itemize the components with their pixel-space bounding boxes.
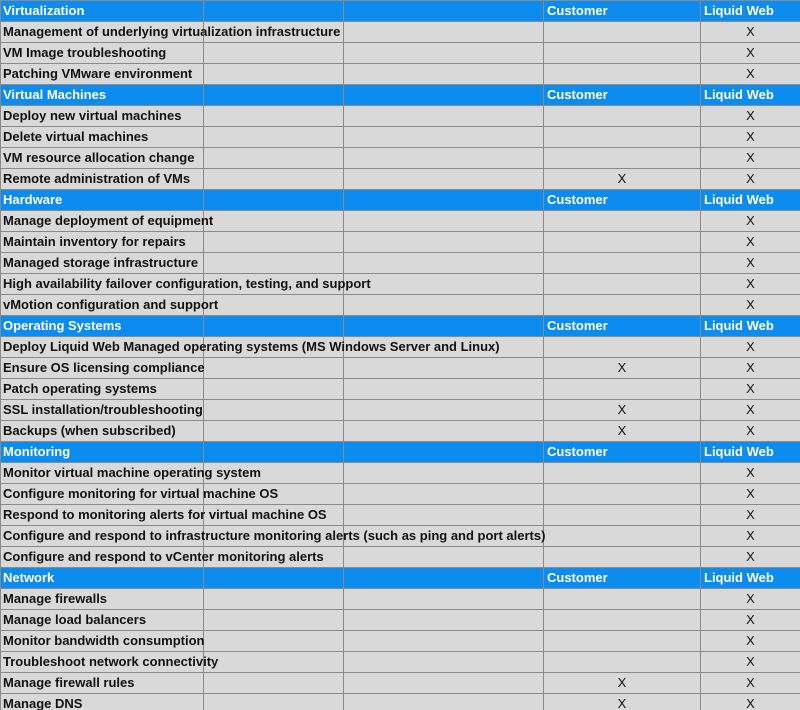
liquid-web-responsibility-mark: X: [701, 232, 800, 253]
task-label: Monitor bandwidth consumption: [3, 633, 205, 648]
table-row: [1, 106, 800, 127]
section-header-spacer: [204, 190, 344, 211]
customer-responsibility-mark: [544, 463, 701, 484]
section-header-spacer: [344, 190, 544, 211]
empty-cell: [344, 610, 544, 631]
task-cell: [1, 652, 219, 673]
task-cell: [1, 253, 204, 274]
task-label: Troubleshoot network connectivity: [3, 654, 219, 669]
table-row: [1, 694, 800, 710]
section-header-spacer: [204, 442, 344, 463]
liquid-web-responsibility-mark: X: [701, 274, 800, 295]
customer-column-label: Customer: [544, 568, 701, 589]
task-label: Managed storage infrastructure: [3, 255, 199, 270]
task-cell: [1, 22, 341, 43]
empty-cell: [344, 463, 544, 484]
customer-column-label: Customer: [544, 190, 701, 211]
section-title: Monitoring: [1, 442, 204, 463]
task-cell: [1, 484, 279, 505]
empty-cell: [344, 589, 544, 610]
customer-responsibility-mark: [544, 148, 701, 169]
task-label: Configure and respond to infrastructure monitoring alerts (such as ping and port alerts): [3, 528, 546, 543]
section-header-spacer: [204, 1, 344, 22]
liquid-web-responsibility-mark: X: [701, 169, 800, 190]
task-label: Deploy new virtual machines: [3, 108, 182, 123]
section-header-row: [1, 568, 800, 589]
liquid-web-responsibility-mark: X: [701, 64, 800, 85]
empty-cell: [344, 400, 544, 421]
customer-responsibility-mark: [544, 211, 701, 232]
customer-column-label: Customer: [544, 442, 701, 463]
customer-responsibility-mark: X: [544, 673, 701, 694]
empty-cell: [204, 421, 344, 442]
task-cell: [1, 526, 546, 547]
customer-column-label: Customer: [544, 1, 701, 22]
liquid-web-responsibility-mark: X: [701, 589, 800, 610]
empty-cell: [204, 694, 344, 710]
empty-cell: [344, 43, 544, 64]
empty-cell: [344, 22, 544, 43]
customer-responsibility-mark: X: [544, 400, 701, 421]
table-row: [1, 505, 800, 526]
empty-cell: [344, 484, 544, 505]
section-header-spacer: [204, 85, 344, 106]
customer-responsibility-mark: [544, 127, 701, 148]
liquid-web-responsibility-mark: X: [701, 547, 800, 568]
customer-responsibility-mark: [544, 253, 701, 274]
empty-cell: [344, 505, 544, 526]
empty-cell: [344, 631, 544, 652]
task-label: Ensure OS licensing compliance: [3, 360, 205, 375]
liquid-web-responsibility-mark: X: [701, 463, 800, 484]
empty-cell: [204, 589, 344, 610]
table-row: [1, 43, 800, 64]
section-header-row: [1, 316, 800, 337]
task-label: Manage firewall rules: [3, 675, 135, 690]
empty-cell: [204, 379, 344, 400]
empty-cell: [204, 148, 344, 169]
task-label: Respond to monitoring alerts for virtual machine OS: [3, 507, 327, 522]
section-header-spacer: [204, 568, 344, 589]
table-row: [1, 463, 800, 484]
task-label: Configure monitoring for virtual machine OS: [3, 486, 279, 501]
empty-cell: [344, 547, 544, 568]
section-title: Virtual Machines: [1, 85, 204, 106]
table-row: [1, 400, 800, 421]
task-label: VM Image troubleshooting: [3, 45, 167, 60]
table-row: [1, 421, 800, 442]
table-row: [1, 148, 800, 169]
empty-cell: [204, 652, 344, 673]
table-row: [1, 22, 800, 43]
customer-responsibility-mark: [544, 337, 701, 358]
liquid-web-responsibility-mark: X: [701, 610, 800, 631]
customer-responsibility-mark: [544, 547, 701, 568]
customer-responsibility-mark: X: [544, 358, 701, 379]
task-cell: [1, 631, 204, 652]
table-row: [1, 169, 800, 190]
empty-cell: [204, 610, 344, 631]
section-title: Network: [1, 568, 204, 589]
empty-cell: [344, 274, 544, 295]
task-cell: [1, 673, 204, 694]
liquid-web-responsibility-mark: X: [701, 505, 800, 526]
empty-cell: [204, 64, 344, 85]
customer-responsibility-mark: X: [544, 694, 701, 710]
table-row: [1, 337, 800, 358]
liquid-web-responsibility-mark: X: [701, 694, 800, 710]
customer-responsibility-mark: [544, 589, 701, 610]
task-label: Manage DNS: [3, 696, 83, 710]
task-label: Manage load balancers: [3, 612, 147, 627]
section-header-row: [1, 190, 800, 211]
customer-responsibility-mark: [544, 526, 701, 547]
task-cell: [1, 148, 204, 169]
customer-responsibility-mark: [544, 631, 701, 652]
table-row: [1, 610, 800, 631]
table-row: [1, 64, 800, 85]
task-cell: [1, 127, 204, 148]
task-label: High availability failover configuration, testing, and support: [3, 276, 371, 291]
empty-cell: [344, 295, 544, 316]
task-label: VM resource allocation change: [3, 150, 195, 165]
task-cell: [1, 421, 204, 442]
table-row: [1, 358, 800, 379]
table-row: [1, 484, 800, 505]
liquid-web-column-label: Liquid Web: [701, 85, 800, 106]
liquid-web-responsibility-mark: X: [701, 484, 800, 505]
liquid-web-column-label: Liquid Web: [701, 568, 800, 589]
table-row: [1, 589, 800, 610]
empty-cell: [204, 232, 344, 253]
liquid-web-responsibility-mark: X: [701, 127, 800, 148]
liquid-web-responsibility-mark: X: [701, 337, 800, 358]
customer-responsibility-mark: [544, 484, 701, 505]
task-label: Manage firewalls: [3, 591, 108, 606]
liquid-web-column-label: Liquid Web: [701, 1, 800, 22]
liquid-web-column-label: Liquid Web: [701, 190, 800, 211]
task-label: Monitor virtual machine operating system: [3, 465, 261, 480]
customer-responsibility-mark: [544, 610, 701, 631]
section-header-spacer: [344, 85, 544, 106]
table-row: [1, 274, 800, 295]
customer-responsibility-mark: [544, 274, 701, 295]
customer-responsibility-mark: [544, 379, 701, 400]
section-title: Operating Systems: [1, 316, 204, 337]
section-header-spacer: [344, 442, 544, 463]
empty-cell: [204, 631, 344, 652]
empty-cell: [344, 358, 544, 379]
task-cell: [1, 337, 500, 358]
liquid-web-responsibility-mark: X: [701, 652, 800, 673]
empty-cell: [344, 211, 544, 232]
task-cell: [1, 169, 204, 190]
customer-column-label: Customer: [544, 316, 701, 337]
liquid-web-responsibility-mark: X: [701, 358, 800, 379]
section-title: Virtualization: [1, 1, 204, 22]
empty-cell: [344, 694, 544, 710]
table-row: [1, 232, 800, 253]
customer-responsibility-mark: [544, 22, 701, 43]
table-row: [1, 547, 800, 568]
empty-cell: [204, 169, 344, 190]
customer-column-label: Customer: [544, 85, 701, 106]
task-label: SSL installation/troubleshooting: [3, 402, 203, 417]
section-header-row: [1, 1, 800, 22]
task-label: Configure and respond to vCenter monitoring alerts: [3, 549, 324, 564]
task-label: Delete virtual machines: [3, 129, 149, 144]
liquid-web-responsibility-mark: X: [701, 400, 800, 421]
liquid-web-responsibility-mark: X: [701, 421, 800, 442]
responsibility-matrix-body: [1, 1, 800, 710]
empty-cell: [344, 421, 544, 442]
table-row: [1, 211, 800, 232]
empty-cell: [344, 673, 544, 694]
task-cell: [1, 43, 204, 64]
task-cell: [1, 694, 204, 710]
section-header-spacer: [344, 316, 544, 337]
empty-cell: [204, 253, 344, 274]
customer-responsibility-mark: [544, 106, 701, 127]
liquid-web-responsibility-mark: X: [701, 253, 800, 274]
customer-responsibility-mark: [544, 232, 701, 253]
task-label: Backups (when subscribed): [3, 423, 176, 438]
empty-cell: [344, 127, 544, 148]
liquid-web-responsibility-mark: X: [701, 106, 800, 127]
task-cell: [1, 211, 214, 232]
section-header-spacer: [344, 1, 544, 22]
table-row: [1, 652, 800, 673]
table-row: [1, 526, 800, 547]
task-cell: [1, 232, 204, 253]
liquid-web-responsibility-mark: X: [701, 148, 800, 169]
task-cell: [1, 274, 371, 295]
section-title: Hardware: [1, 190, 204, 211]
customer-responsibility-mark: X: [544, 421, 701, 442]
customer-responsibility-mark: [544, 652, 701, 673]
task-cell: [1, 64, 204, 85]
table-row: [1, 631, 800, 652]
task-label: Patching VMware environment: [3, 66, 193, 81]
task-cell: [1, 589, 204, 610]
empty-cell: [344, 652, 544, 673]
task-cell: [1, 358, 204, 379]
task-cell: [1, 400, 204, 421]
task-label: Management of underlying virtualization infrastructure: [3, 24, 341, 39]
section-header-spacer: [344, 568, 544, 589]
table-row: [1, 295, 800, 316]
empty-cell: [204, 358, 344, 379]
task-cell: [1, 505, 327, 526]
empty-cell: [204, 295, 344, 316]
empty-cell: [204, 127, 344, 148]
task-cell: [1, 463, 261, 484]
empty-cell: [204, 211, 344, 232]
empty-cell: [204, 43, 344, 64]
liquid-web-responsibility-mark: X: [701, 526, 800, 547]
empty-cell: [344, 169, 544, 190]
liquid-web-responsibility-mark: X: [701, 631, 800, 652]
table-row: [1, 379, 800, 400]
task-cell: [1, 610, 204, 631]
task-cell: [1, 106, 204, 127]
empty-cell: [344, 64, 544, 85]
task-label: Manage deployment of equipment: [3, 213, 214, 228]
liquid-web-responsibility-mark: X: [701, 211, 800, 232]
liquid-web-column-label: Liquid Web: [701, 316, 800, 337]
task-label: Maintain inventory for repairs: [3, 234, 186, 249]
section-header-row: [1, 85, 800, 106]
section-header-spacer: [204, 316, 344, 337]
customer-responsibility-mark: [544, 64, 701, 85]
task-label: Deploy Liquid Web Managed operating systems (MS Windows Server and Linux): [3, 339, 500, 354]
empty-cell: [344, 148, 544, 169]
customer-responsibility-mark: X: [544, 169, 701, 190]
empty-cell: [344, 379, 544, 400]
section-header-row: [1, 442, 800, 463]
liquid-web-responsibility-mark: X: [701, 673, 800, 694]
customer-responsibility-mark: [544, 43, 701, 64]
task-cell: [1, 547, 324, 568]
liquid-web-column-label: Liquid Web: [701, 442, 800, 463]
customer-responsibility-mark: [544, 295, 701, 316]
empty-cell: [204, 673, 344, 694]
liquid-web-responsibility-mark: X: [701, 379, 800, 400]
liquid-web-responsibility-mark: X: [701, 43, 800, 64]
table-row: [1, 673, 800, 694]
task-label: vMotion configuration and support: [3, 297, 219, 312]
task-label: Remote administration of VMs: [3, 171, 191, 186]
empty-cell: [344, 106, 544, 127]
table-row: [1, 127, 800, 148]
liquid-web-responsibility-mark: X: [701, 22, 800, 43]
empty-cell: [204, 106, 344, 127]
empty-cell: [204, 400, 344, 421]
task-label: Patch operating systems: [3, 381, 157, 396]
empty-cell: [344, 232, 544, 253]
table-row: [1, 253, 800, 274]
task-cell: [1, 295, 219, 316]
customer-responsibility-mark: [544, 505, 701, 526]
task-cell: [1, 379, 204, 400]
liquid-web-responsibility-mark: X: [701, 295, 800, 316]
empty-cell: [344, 253, 544, 274]
